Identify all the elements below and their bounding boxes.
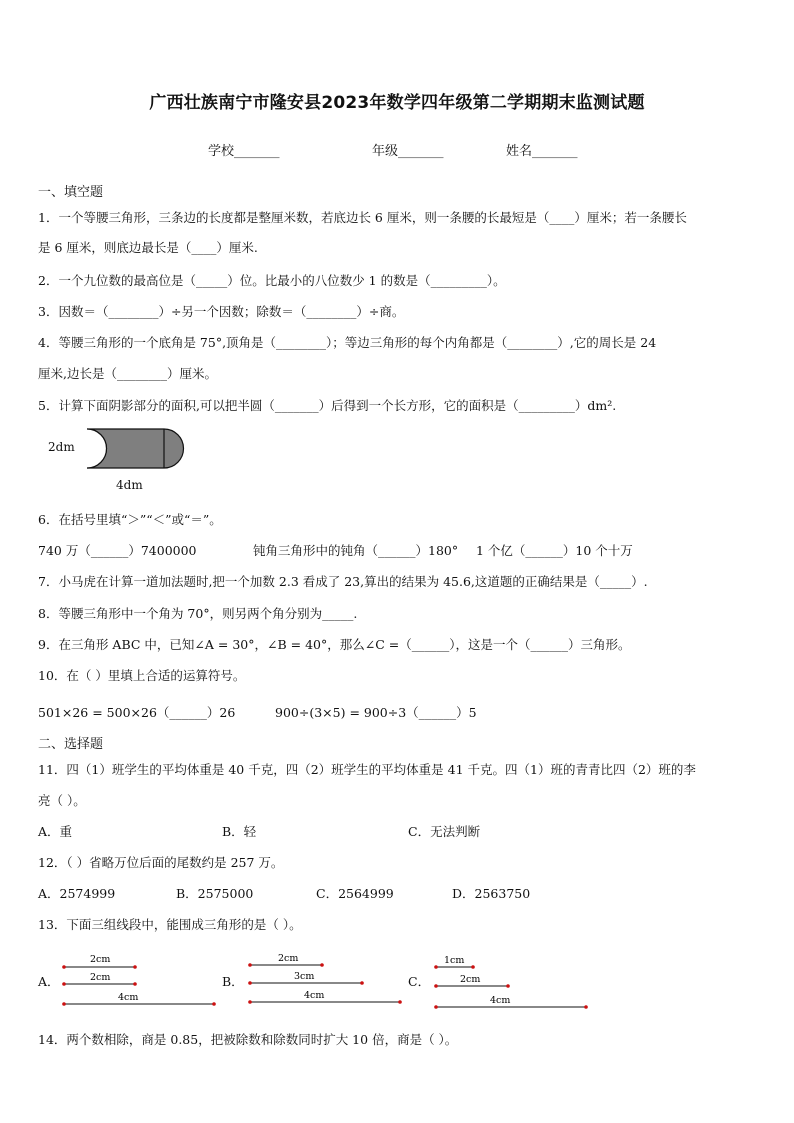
q12-option-b[interactable]: B．2575000 (176, 886, 254, 901)
segment-label: 3cm (294, 971, 315, 982)
question-2: 2．一个九位数的最高位是（_____）位。比最小的八位数少 1 的数是（_________）。 (38, 273, 506, 288)
segment-label: 2cm (460, 974, 481, 985)
figure-height-label: 2dm (48, 440, 75, 454)
segment-label: 4cm (118, 992, 139, 1003)
q11-option-a[interactable]: A．重 (38, 824, 73, 839)
school-field: 学校_______ (208, 144, 280, 159)
segment-label: 1cm (444, 955, 465, 966)
question-6: 6．在括号里填“＞”“＜”或“＝”。 (38, 512, 222, 527)
question-11-line-1: 11．四（1）班学生的平均体重是 40 千克，四（2）班学生的平均体重是 41 千克。四（1）班的青青比四（2）班的李 (38, 762, 696, 777)
q12-option-c[interactable]: C．2564999 (316, 886, 394, 901)
question-12: 12．（ ）省略万位后面的尾数约是 257 万。 (38, 855, 284, 870)
question-6-item-b: 钝角三角形中的钝角（______）180° (253, 543, 459, 558)
figure-width-label: 4dm (116, 478, 143, 492)
section-multiple-choice: 二、选择题 (38, 737, 104, 752)
section-fill-blank: 一、填空题 (38, 185, 104, 200)
segment-label: 2cm (278, 953, 299, 964)
question-7: 7．小马虎在计算一道加法题时,把一个加数 2.3 看成了 23,算出的结果为 45.6,这道题的正确结果是（_____）. (38, 574, 648, 589)
segment-label: 2cm (90, 972, 111, 983)
question-13: 13．下面三组线段中，能围成三角形的是（ ）。 (38, 917, 302, 932)
q12-option-d[interactable]: D．2563750 (452, 886, 531, 901)
question-3: 3．因数＝（________）÷另一个因数；除数＝（________）÷商。 (38, 304, 405, 319)
segment-label: 4cm (304, 990, 325, 1001)
q13-option-c-label[interactable]: C． (408, 974, 431, 989)
name-field: 姓名_______ (506, 144, 578, 159)
q13-option-a-label[interactable]: A． (38, 974, 60, 989)
q13-option-c-segments (430, 952, 592, 1014)
q11-option-b[interactable]: B．轻 (222, 824, 257, 839)
question-6-item-c: 1 个亿（______）10 个十万 (476, 543, 633, 558)
question-1-line-2: 是 6 厘米，则底边最长是（____）厘米. (38, 240, 258, 255)
question-11-line-2: 亮（ ）。 (38, 793, 86, 808)
q11-option-c[interactable]: C．无法判断 (408, 824, 481, 839)
question-10: 10．在（ ）里填上合适的运算符号。 (38, 668, 246, 683)
q12-option-a[interactable]: A．2574999 (38, 886, 116, 901)
q13-option-b-label[interactable]: B． (222, 974, 244, 989)
segment-label: 2cm (90, 954, 111, 965)
q13-option-a-segments (58, 952, 218, 1010)
question-5: 5．计算下面阴影部分的面积,可以把半圆（_______）后得到一个长方形，它的面积是（_________）dm². (38, 398, 617, 413)
question-8: 8．等腰三角形中一个角为 70°，则另两个角分别为_____. (38, 606, 358, 621)
segment-label: 4cm (490, 995, 511, 1006)
q13-option-b-segments (244, 950, 406, 1008)
shaded-area-figure (86, 428, 186, 470)
question-10-item-b: 900÷(3×5) = 900÷3（______）5 (275, 705, 477, 720)
grade-field: 年级_______ (372, 144, 444, 159)
question-4-line-2: 厘米,边长是（________）厘米。 (38, 366, 217, 381)
question-14: 14．两个数相除，商是 0.85，把被除数和除数同时扩大 10 倍，商是（ ）。 (38, 1032, 458, 1047)
page-title: 广西壮族南宁市隆安县2023年数学四年级第二学期期末监测试题 (149, 93, 645, 113)
question-6-item-a: 740 万（______）7400000 (38, 543, 197, 558)
question-1-line-1: 1．一个等腰三角形，三条边的长度都是整厘米数，若底边长 6 厘米，则一条腰的长最短是（____）厘米；若一条腰长 (38, 210, 687, 225)
question-4-line-1: 4．等腰三角形的一个底角是 75°,顶角是（________）；等边三角形的每个内角都是（________）,它的周长是 24 (38, 335, 657, 350)
question-10-item-a: 501×26 = 500×26（______）26 (38, 705, 236, 720)
question-9: 9．在三角形 ABC 中，已知∠A = 30°，∠B = 40°，那么∠C =（______），这是一个（______）三角形。 (38, 637, 631, 652)
